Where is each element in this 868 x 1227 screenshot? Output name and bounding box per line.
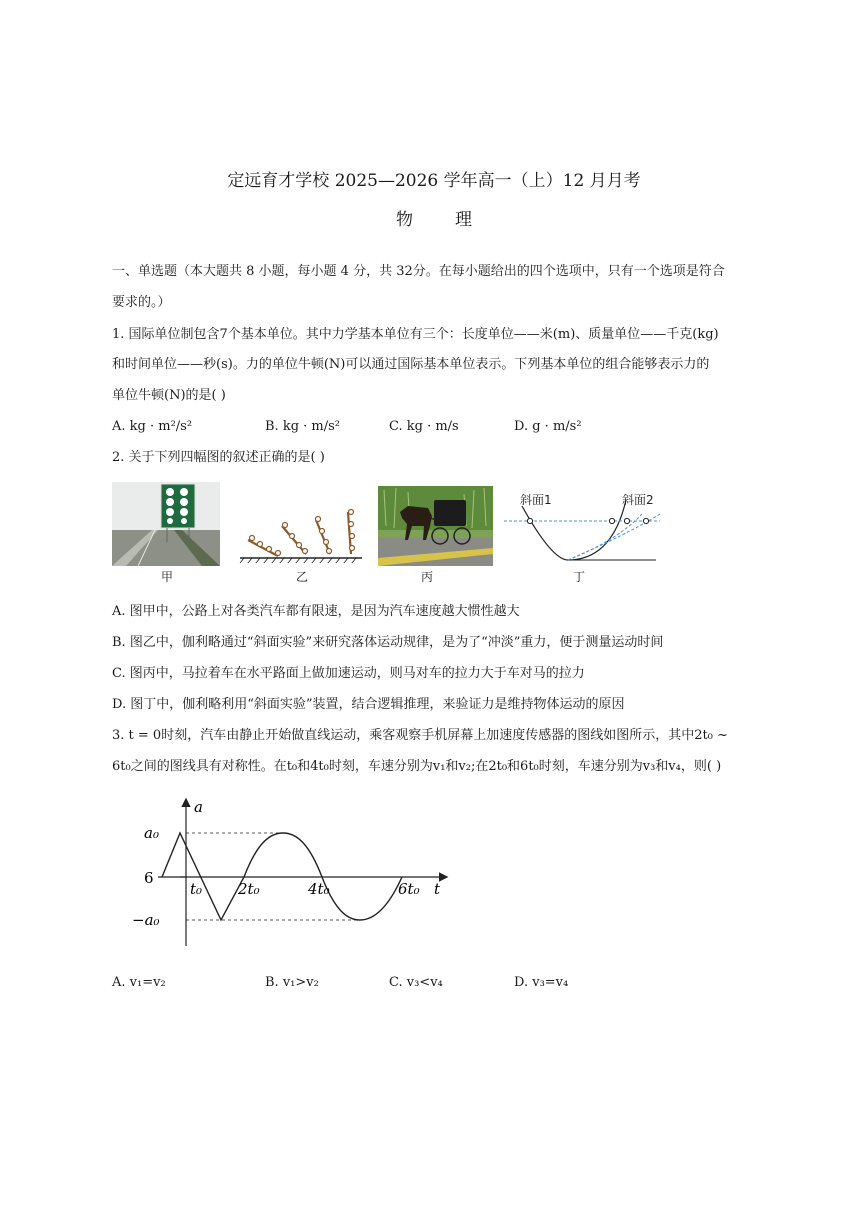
q3-option-a: A. v₁=v₂ — [112, 975, 166, 990]
x-tick-6t0: 6t₀ — [398, 880, 420, 898]
x-tick-t0: t₀ — [190, 880, 203, 898]
subject-char-2: 理 — [455, 210, 472, 230]
exam-title: 定远育才学校 2025—2026 学年高一（上）12 月月考 — [227, 171, 641, 191]
figure-jia-highway — [112, 482, 220, 566]
acceleration-graph — [128, 794, 458, 954]
q3-option-d: D. v₃=v₄ — [514, 975, 569, 990]
x-tick-4t0: 4t₀ — [308, 880, 330, 898]
q2-option-c: C. 图丙中，马拉着车在水平路面上做加速运动，则马对车的拉力大于车对马的拉力 — [112, 666, 585, 681]
caption-ding: 丁 — [573, 570, 586, 584]
q3-option-c: C. v₃<v₄ — [389, 975, 443, 990]
section-heading: 一、单选题（本大题共 8 小题，每小题 4 分，共 32分。在每小题给出的四个选项中，只有一个选项是符合 — [112, 264, 725, 279]
q3-option-b: B. v₁>v₂ — [265, 975, 319, 990]
section-heading-cont: 要求的。） — [112, 295, 171, 310]
q1-option-b: B. kg · m/s² — [265, 419, 341, 434]
q3-stem-line2: 6t₀之间的图线具有对称性。在t₀和4t₀时刻，车速分别为v₁和v₂;在2t₀和6t₀时刻，车速分别为v₃和v₄，则( ) — [112, 759, 722, 774]
y-tick-neg-a0: −a₀ — [132, 911, 160, 929]
slope-label-1: 斜面1 — [520, 493, 552, 507]
figure-bing-horse-carriage — [378, 486, 493, 566]
caption-yi: 乙 — [296, 570, 309, 584]
figure-yi-inclines — [238, 508, 364, 564]
q1-stem-line2: 和时间单位——秒(s)。力的单位牛顿(N)可以通过国际基本单位表示。下列基本单位的组合能够表示力的 — [112, 357, 710, 372]
q2-option-b: B. 图乙中，伽利略通过“斜面实验”来研究落体运动规律，是为了“冲淡”重力，便于测量运动时间 — [112, 635, 664, 650]
slope-label-2: 斜面2 — [622, 493, 654, 507]
x-axis-label: t — [434, 880, 441, 898]
q2-stem: 2. 关于下列四幅图的叙述正确的是( ) — [112, 450, 325, 465]
figure-ding-slopes — [500, 488, 662, 566]
caption-jia: 甲 — [161, 570, 174, 584]
q2-option-a: A. 图甲中，公路上对各类汽车都有限速，是因为汽车速度越大惯性越大 — [112, 604, 520, 619]
y-tick-a0: a₀ — [144, 824, 159, 842]
subject-title — [0, 205, 868, 230]
subject-char-1: 物 — [396, 210, 413, 230]
q1-stem-line3: 单位牛顿(N)的是( ) — [112, 388, 226, 403]
q1-option-a: A. kg · m²/s² — [112, 419, 193, 434]
y-axis-label: a — [194, 798, 203, 816]
q1-stem-line1: 1. 国际单位制包含7个基本单位。其中力学基本单位有三个：长度单位——米(m)、质量单位——千克(kg) — [112, 327, 719, 342]
q2-option-d: D. 图丁中，伽利略利用“斜面实验”装置，结合逻辑推理，来验证力是维持物体运动的原因 — [112, 697, 625, 712]
q3-stem-line1: 3. t = 0时刻，汽车由静止开始做直线运动，乘客观察手机屏幕上加速度传感器的图线如图所示，其中2t₀ ~ — [112, 728, 728, 743]
origin-label: 6 — [144, 869, 154, 887]
x-tick-2t0: 2t₀ — [238, 880, 260, 898]
q1-option-d: D. g · m/s² — [514, 419, 582, 434]
caption-bing: 丙 — [421, 570, 434, 584]
q1-option-c: C. kg · m/s — [389, 419, 459, 434]
